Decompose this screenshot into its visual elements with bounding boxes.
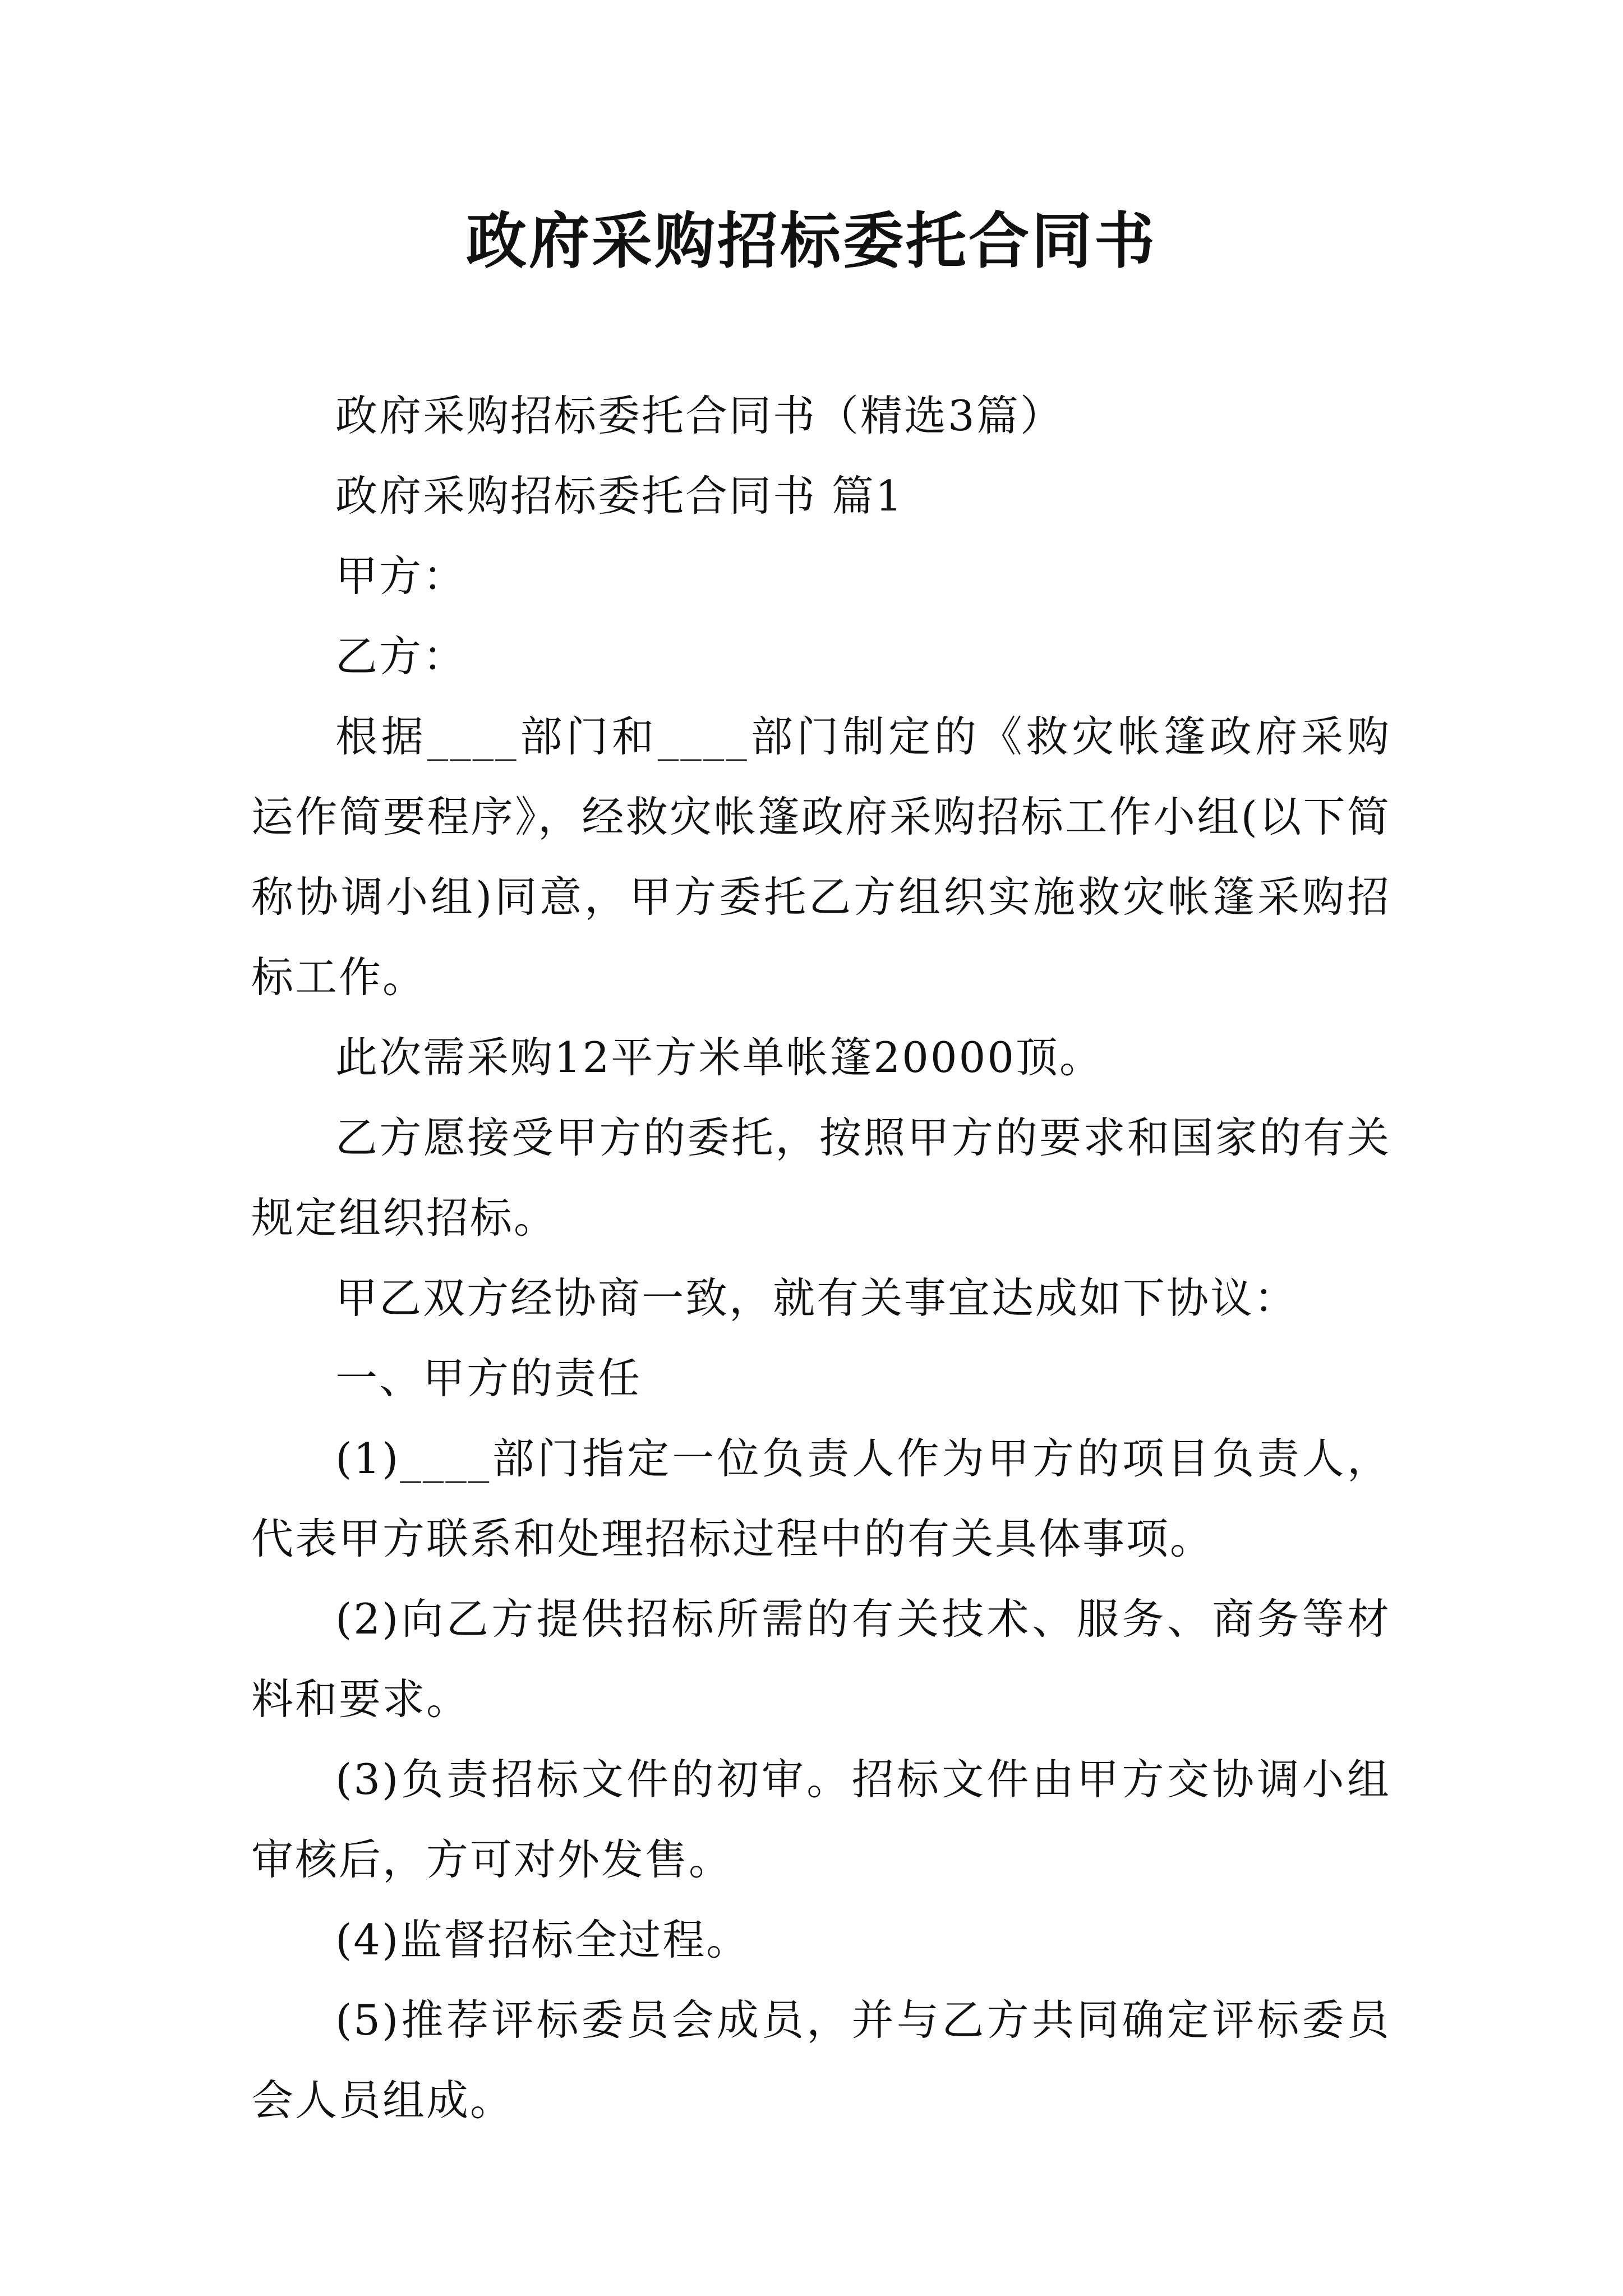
document-title: 政府采购招标委托合同书 — [465, 206, 1157, 277]
paragraph-duty-5: (5)推荐评标委员会成员，并与乙方共同确定评标委员会人员组成。 — [251, 1995, 1391, 2125]
paragraph-section-heading: 政府采购招标委托合同书 篇1 — [335, 471, 904, 521]
document-body — [251, 376, 1391, 2141]
paragraph-duty-3: (3)负责招标文件的初审。招标文件由甲方交协调小组审核后，方可对外发售。 — [251, 1755, 1391, 1884]
paragraph-agreement: 甲乙双方经协商一致，就有关事宜达成如下协议： — [335, 1273, 1298, 1323]
paragraph-party-b: 乙方： — [335, 632, 467, 681]
paragraph-collection-heading: 政府采购招标委托合同书（精选3篇） — [335, 391, 1064, 440]
paragraph-party-a: 甲方： — [335, 551, 467, 601]
paragraph-basis: 根据____部门和____部门制定的《救灾帐篷政府采购运作简要程序》，经救灾帐篷政府采购招标工作小组(以下简称协调小组)同意，甲方委托乙方组织实施救灾帐篷采购招标工作。 — [251, 712, 1391, 1002]
paragraph-duty-2: (2)向乙方提供招标所需的有关技术、服务、商务等材料和要求。 — [251, 1594, 1391, 1724]
paragraph-acceptance: 乙方愿接受甲方的委托，按照甲方的要求和国家的有关规定组织招标。 — [251, 1113, 1391, 1243]
paragraph-purchase-quantity: 此次需采购12平方米单帐篷20000顶。 — [335, 1033, 1104, 1082]
paragraph-duty-4: (4)监督招标全过程。 — [335, 1915, 750, 1964]
paragraph-duty-1: (1)____部门指定一位负责人作为甲方的项目负责人，代表甲方联系和处理招标过程中的有关具体事项。 — [251, 1434, 1391, 1563]
paragraph-party-a-duties-heading: 一、甲方的责任 — [335, 1354, 642, 1403]
